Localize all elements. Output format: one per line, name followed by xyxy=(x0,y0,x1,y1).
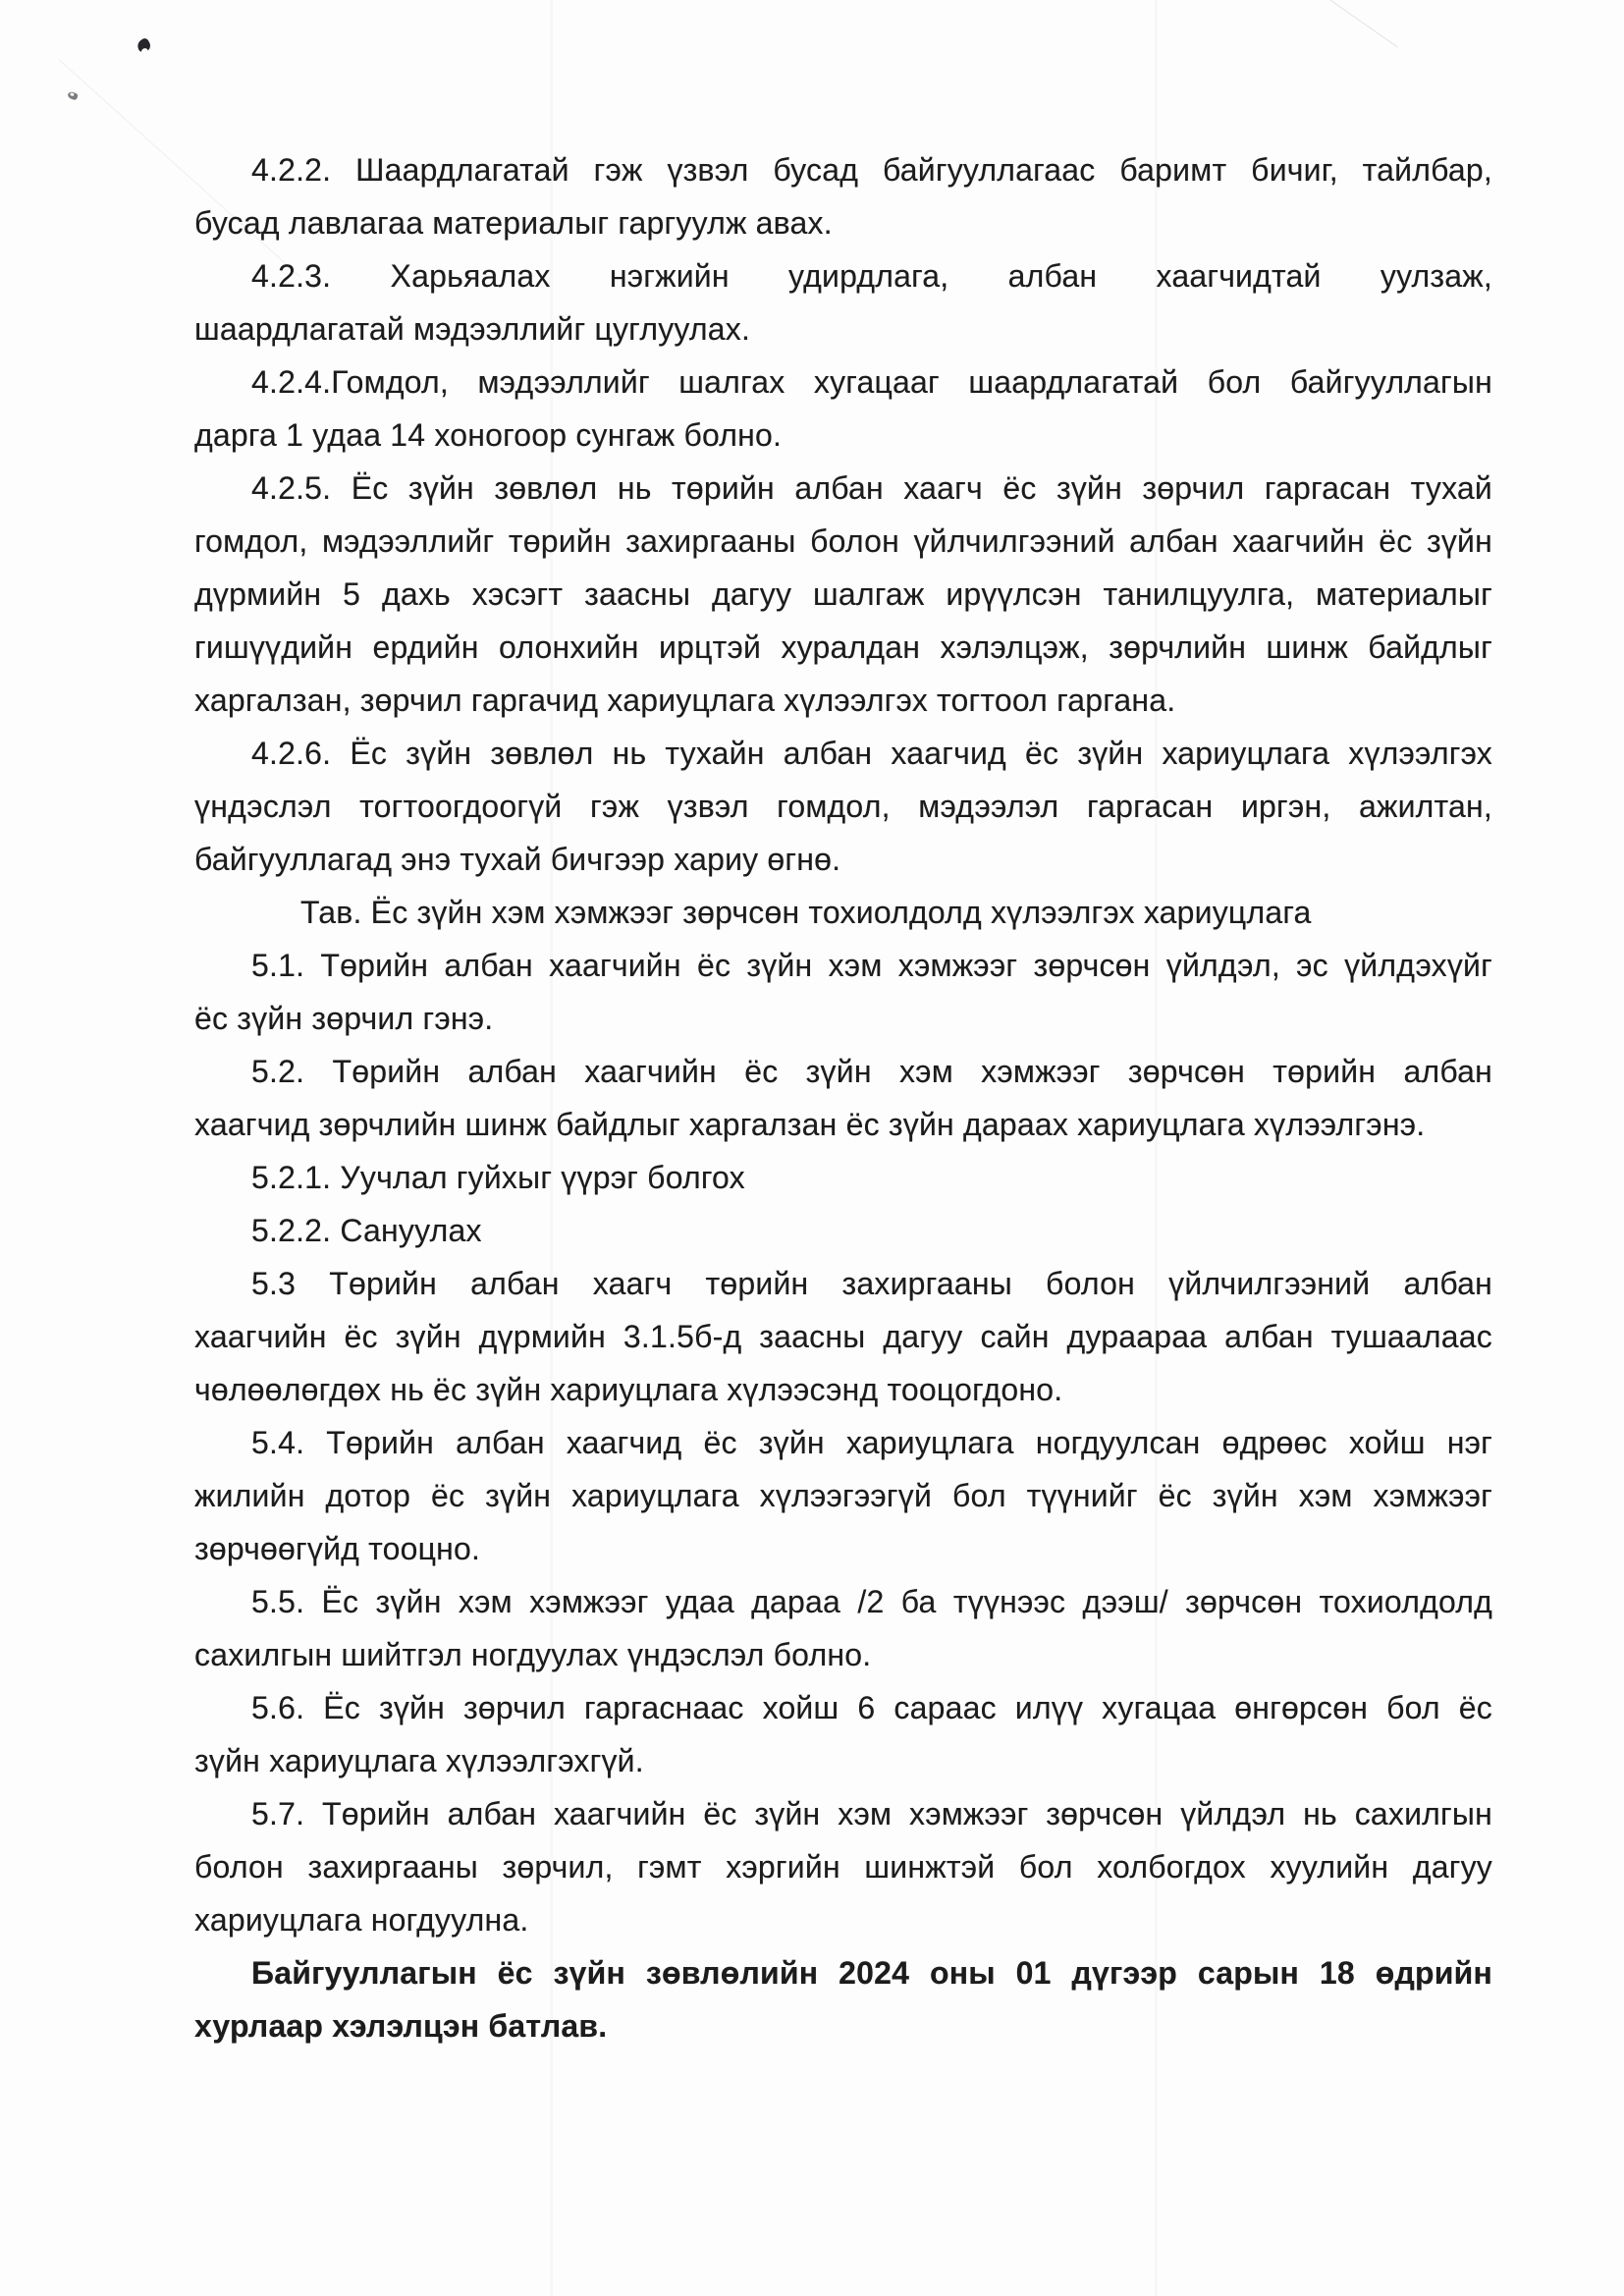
text-line: болон захиргааны зөрчил, гэмт хэргийн шинжтэй бол холбогдох хуулийн дагуу xyxy=(194,1849,1492,1885)
text-line: гишүүдийн ердийн олонхийн ирцтэй хуралдан хэлэлцэж, зөрчлийн шинж байдлыг xyxy=(194,629,1492,665)
paragraph xyxy=(194,1204,1492,1257)
text-line: ёс зүйн зөрчил гэнэ. xyxy=(194,1001,494,1036)
text-line: сахилгын шийтгэл ногдуулах үндэслэл болно. xyxy=(194,1637,872,1672)
paragraph xyxy=(194,939,1492,1045)
text-line: хаагчид зөрчлийн шинж байдлыг харгалзан ёс зүйн дараах хариуцлага хүлээлгэнэ. xyxy=(194,1107,1426,1142)
paragraph xyxy=(194,727,1492,886)
text-line: үндэслэл тогтоогдоогүй гэж үзвэл гомдол, мэдээлэл гаргасан иргэн, ажилтан, xyxy=(194,789,1492,824)
paragraph xyxy=(194,1681,1492,1787)
paragraph xyxy=(194,1787,1492,1946)
text-line: 5.1. Төрийн албан хаагчийн ёс зүйн хэм хэмжээг зөрчсөн үйлдэл, эс үйлдэхүйг xyxy=(251,948,1492,983)
paragraph xyxy=(194,1257,1492,1416)
paragraph xyxy=(194,1946,1492,2052)
text-line: 5.7. Төрийн албан хаагчийн ёс зүйн хэм хэмжээг зөрчсөн үйлдэл нь сахилгын xyxy=(251,1796,1492,1831)
text-line: 5.2. Төрийн албан хаагчийн ёс зүйн хэм хэмжээг зөрчсөн төрийн албан xyxy=(251,1054,1492,1089)
text-line: 5.2.2. Сануулах xyxy=(251,1213,482,1248)
paragraph xyxy=(194,886,1492,939)
scan-scratch xyxy=(1325,0,1397,47)
text-line: хариуцлага ногдуулна. xyxy=(194,1902,529,1938)
paragraph xyxy=(194,1151,1492,1204)
text-line: Тав. Ёс зүйн хэм хэмжээг зөрчсөн тохиолдолд хүлээлгэх хариуцлага xyxy=(300,895,1312,930)
text-line: 4.2.5. Ёс зүйн зөвлөл нь төрийн албан хаагч ёс зүйн зөрчил гаргасан тухай xyxy=(251,470,1492,506)
text-line: зүйн хариуцлага хүлээлгэхгүй. xyxy=(194,1743,644,1778)
text-line: 5.6. Ёс зүйн зөрчил гаргаснаас хойш 6 сараас илүү хугацаа өнгөрсөн бол ёс xyxy=(251,1690,1492,1725)
text-line: байгууллагад энэ тухай бичгээр хариу өгнө. xyxy=(194,842,841,877)
text-line: дарга 1 удаа 14 хоногоор сунгаж болно. xyxy=(194,417,783,453)
ink-speck xyxy=(135,37,153,55)
paragraph xyxy=(194,355,1492,462)
text-line: хаагчийн ёс зүйн дүрмийн 3.1.5б-д заасны дагуу сайн дураараа албан тушаалаас xyxy=(194,1319,1492,1354)
text-line: 5.3 Төрийн албан хаагч төрийн захиргааны болон үйлчилгээний албан xyxy=(251,1266,1492,1301)
paragraph xyxy=(194,462,1492,727)
text-line: чөлөөлөгдөх нь ёс зүйн хариуцлага хүлээсэнд тооцогдоно. xyxy=(194,1372,1063,1407)
text-line: 4.2.2. Шаардлагатай гэж үзвэл бусад байгууллагаас баримт бичиг, тайлбар, xyxy=(251,152,1492,188)
text-line: 4.2.6. Ёс зүйн зөвлөл нь тухайн албан хаагчид ёс зүйн хариуцлага хүлээлгэх xyxy=(251,736,1492,771)
text-line: 4.2.4.Гомдол, мэдээллийг шалгах хугацааг шаардлагатай бол байгууллагын xyxy=(251,364,1492,400)
text-line: 5.5. Ёс зүйн хэм хэмжээг удаа дараа /2 ба түүнээс дээш/ зөрчсөн тохиолдолд xyxy=(251,1584,1492,1619)
text-line: дүрмийн 5 дахь хэсэгт заасны дагуу шалгаж ирүүлсэн танилцуулга, материалыг xyxy=(194,576,1492,612)
ink-speck xyxy=(67,91,79,101)
text-line: хурлаар хэлэлцэн батлав. xyxy=(194,2008,608,2044)
paragraph xyxy=(194,249,1492,355)
paragraph xyxy=(194,1575,1492,1681)
paragraph xyxy=(194,1045,1492,1151)
text-line: 5.2.1. Уучлал гуйхыг үүрэг болгох xyxy=(251,1160,745,1195)
text-line: 4.2.3. Харьяалах нэгжийн удирдлага, албан хаагчидтай уулзаж, xyxy=(251,258,1492,294)
text-line: бусад лавлагаа материалыг гаргуулж авах. xyxy=(194,205,833,241)
document-body xyxy=(194,143,1492,2052)
text-line: шаардлагатай мэдээллийг цуглуулах. xyxy=(194,311,751,347)
text-line: жилийн дотор ёс зүйн хариуцлага хүлээгээгүй бол түүнийг ёс зүйн хэм хэмжээг xyxy=(194,1478,1492,1513)
text-line: гомдол, мэдээллийг төрийн захиргааны болон үйлчилгээний албан хаагчийн ёс зүйн xyxy=(194,523,1492,559)
paragraph xyxy=(194,1416,1492,1575)
text-line: Байгууллагын ёс зүйн зөвлөлийн 2024 оны 01 дүгээр сарын 18 өдрийн xyxy=(251,1955,1492,1991)
text-line: харгалзан, зөрчил гаргачид хариуцлага хүлээлгэх тогтоол гаргана. xyxy=(194,683,1176,718)
paragraph xyxy=(194,143,1492,249)
text-line: зөрчөөгүйд тооцно. xyxy=(194,1531,481,1566)
text-line: 5.4. Төрийн албан хаагчид ёс зүйн хариуцлага ногдуулсан өдрөөс хойш нэг xyxy=(251,1425,1492,1460)
